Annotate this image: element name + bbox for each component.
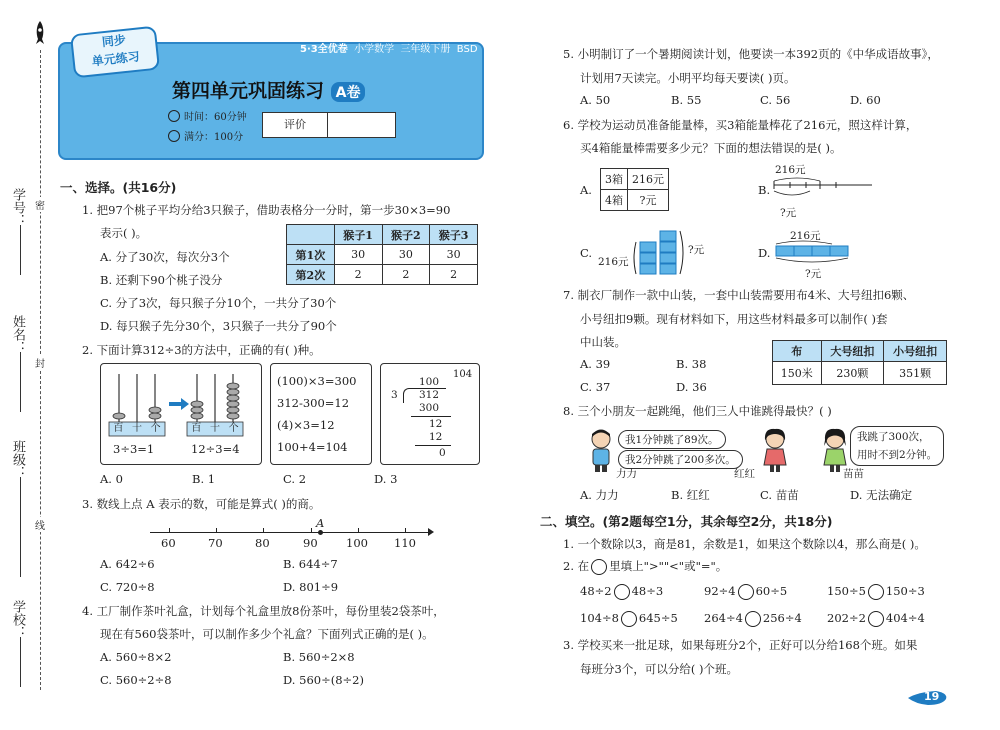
q3-text: 3. 数线上点 A 表示的数，可能是算式( )的商。 (82, 497, 321, 511)
q7-table (772, 340, 947, 385)
q6-option-c[interactable]: C. (580, 246, 593, 260)
table-row: 猴子1 猴子2 猴子3 (287, 225, 478, 245)
s2-q2: 2. 在 里填上">""<"或"="。 (563, 559, 728, 573)
series-label: 5·3全优卷 小学数学 三年级下册 BSD (300, 44, 478, 55)
q6-option-a[interactable]: A. (580, 183, 592, 197)
q8-option-a[interactable]: A. 力力 (580, 488, 619, 502)
q6-table-a (600, 168, 669, 211)
badge-line1: 同步 (101, 32, 127, 50)
q4-option-b[interactable]: B. 560÷2×8 (283, 650, 355, 664)
tick (311, 528, 312, 533)
q8-option-d[interactable]: D. 无法确定 (850, 488, 913, 502)
page-number-badge (908, 689, 948, 707)
tick (216, 528, 217, 533)
table-row: 布 大号纽扣 小号纽扣 (773, 341, 947, 362)
q5-option-d[interactable]: D. 60 (850, 93, 881, 107)
check-icon (168, 130, 180, 142)
compare-item[interactable]: 150÷5 150÷3 (827, 584, 925, 598)
time-limit: 时间：60分钟 (184, 112, 247, 123)
q4-option-a[interactable]: A. 560÷8×2 (100, 650, 172, 664)
q1-line2: 表示( )。 (100, 226, 148, 240)
q3-option-c[interactable]: C. 720÷8 (100, 580, 155, 594)
div-result: 104 (453, 369, 473, 380)
compare-item[interactable]: 202÷2 404÷4 (827, 611, 925, 625)
clock-icon (168, 110, 180, 122)
margin-class-line (20, 477, 21, 577)
q2-abacus-box (100, 363, 262, 465)
div-line3: 12 (429, 418, 443, 430)
badge-line2: 单元练习 (91, 49, 141, 69)
q1-table (286, 224, 478, 285)
compare-item[interactable]: 92÷4 60÷5 (704, 584, 788, 598)
margin-sealed-mark: 封 (35, 355, 45, 370)
margin-class: 班级： (10, 440, 25, 479)
margin-seal-mark: 密 (35, 197, 45, 212)
q4-line2: 现在有560袋茶叶，可以制作多少个礼盒？下面列式正确的是( )。 (100, 627, 434, 641)
step-line: 312-300=12 (277, 396, 350, 410)
q7-option-a[interactable]: A. 39 (580, 357, 611, 371)
tick-label: 110 (394, 536, 416, 550)
compare-item[interactable]: 104÷8 645÷5 (580, 611, 678, 625)
tick (358, 528, 359, 533)
q6-d-diagram (772, 238, 862, 268)
div-dividend: 312 (419, 389, 440, 401)
q6-option-d[interactable]: D. (758, 246, 771, 260)
table-row: 第1次 30 30 30 (287, 245, 478, 265)
rocket-icon (33, 20, 47, 46)
q6-c-left: 216元 (598, 256, 629, 268)
eval-box (262, 112, 396, 138)
full-score: 满分：100分 (184, 132, 244, 143)
q6-line2: 买4箱能量棒需要多少元？下面的想法错误的是( )。 (580, 141, 842, 155)
q6-b-bottom: ?元 (780, 207, 797, 219)
tick (405, 528, 406, 533)
title-suffix-badge: A卷 (331, 82, 366, 102)
q2-steps-box (270, 363, 372, 465)
q6-c-diagram (632, 228, 692, 278)
step-line: (4)×3=12 (277, 418, 335, 432)
tick-label: 80 (255, 536, 270, 550)
q1-option-d[interactable]: D. 每只猴子先分30个，3只猴子一共分了90个 (100, 319, 337, 333)
tick (169, 528, 170, 533)
q6-d-bottom: ?元 (805, 268, 822, 280)
tick-label: 60 (161, 536, 176, 550)
step-line: (100)×3=300 (277, 374, 357, 388)
kid-name-honghong: 红红 (734, 468, 755, 480)
margin-student-no: 学号： (10, 188, 25, 227)
eval-field[interactable] (328, 113, 395, 137)
div-quotient: 100 (419, 376, 440, 388)
q2-option-c[interactable]: C. 2 (283, 472, 307, 486)
section2-title: 二、填空。(第2题每空1分，其余每空2分，共18分) (540, 514, 833, 529)
div-divisor: 3 (391, 389, 398, 401)
q2-text: 2. 下面计算312÷3的方法中，正确的有( )种。 (82, 343, 321, 357)
speech-bubble-2: 我2分钟跳了200多次。 (618, 450, 743, 469)
margin-school-line (20, 637, 21, 687)
compare-circle-icon (591, 559, 607, 575)
compare-item[interactable]: 48÷2 48÷3 (580, 584, 664, 598)
speech-bubble-3: 我跳了300次， 用时不到2分钟。 (850, 426, 944, 466)
q7-line3: 中山装。 (580, 335, 626, 349)
kid-name-lili: 力力 (616, 468, 637, 480)
margin-cut-line (40, 50, 41, 690)
abacus2-labels: 百 十 个 (191, 423, 239, 434)
q7-line1: 7. 制衣厂制作一款中山装，一套中山装需要用布4米、大号纽扣6颗、 (563, 288, 915, 302)
q5-line1: 5. 小明制订了一个暑期阅读计划，他要读一本392页的《中华成语故事》， (563, 47, 939, 61)
margin-name: 姓名： (10, 315, 25, 354)
abacus-eq2: 12÷3=4 (191, 442, 240, 456)
q6-line1: 6. 学校为运动员准备能量棒，买3箱能量棒花了216元，照这样计算， (563, 118, 918, 132)
div-rule (415, 445, 451, 446)
table-row: 第2次 2 2 2 (287, 265, 478, 285)
s2-q3-line1: 3. 学校买来一批足球，如果每班分2个，正好可以分给168个班。如果 (563, 638, 918, 652)
q5-line2: 计划用7天读完。小明平均每天要读( )页。 (580, 71, 796, 85)
margin-school: 学校： (10, 600, 25, 639)
q7-option-b[interactable]: B. 38 (676, 357, 707, 371)
q8-option-b[interactable]: B. 红红 (671, 488, 710, 502)
div-rule (411, 416, 451, 417)
tick-label: 90 (303, 536, 318, 550)
q1-option-a[interactable]: A. 分了30次，每次分3个 (100, 250, 230, 264)
q2-option-a[interactable]: A. 0 (100, 472, 123, 486)
q3-option-b[interactable]: B. 644÷7 (283, 557, 338, 571)
q6-d-top: 216元 (790, 230, 821, 242)
kid-name-miaomiao: 苗苗 (843, 468, 864, 480)
q1-option-b[interactable]: B. 还剩下90个桃子没分 (100, 273, 223, 287)
kid-lili-avatar (586, 428, 616, 472)
tick (263, 528, 264, 533)
div-line2: 300 (419, 402, 440, 414)
abacus-eq1: 3÷3=1 (113, 442, 155, 456)
arrow-right-icon (169, 398, 189, 410)
q1-option-c[interactable]: C. 分了3次，每只猴子分10个，一共分了30个 (100, 296, 337, 310)
q5-option-b[interactable]: B. 55 (671, 93, 702, 107)
point-a-label: A (316, 516, 325, 530)
kid-honghong-avatar (760, 428, 790, 472)
q2-division-box (380, 363, 480, 465)
number-line-arrow (428, 528, 434, 536)
margin-name-line (20, 352, 21, 412)
abacus1-labels: 百 十 个 (113, 423, 161, 434)
q4-option-d[interactable]: D. 560÷(8÷2) (283, 673, 364, 687)
section1-title: 一、选择。(共16分) (60, 180, 177, 195)
table-row: 4箱 ?元 (601, 190, 669, 211)
page-number: 19 (924, 690, 940, 703)
q6-b-top: 216元 (775, 164, 806, 176)
tick-label: 70 (208, 536, 223, 550)
q5-option-c[interactable]: C. 56 (760, 93, 791, 107)
eval-label: 评价 (263, 113, 328, 137)
q3-option-a[interactable]: A. 642÷6 (100, 557, 155, 571)
q2-option-d[interactable]: D. 3 (374, 472, 398, 486)
unit-badge (70, 26, 160, 79)
margin-line-mark: 线 (35, 517, 45, 532)
q5-option-a[interactable]: A. 50 (580, 93, 611, 107)
table-row: 3箱 216元 (601, 169, 669, 190)
q4-line1: 4. 工厂制作茶叶礼盒，计划每个礼盒里放8份茶叶，每份里装2袋茶叶， (82, 604, 445, 618)
number-line (150, 532, 430, 533)
q7-option-d[interactable]: D. 36 (676, 380, 707, 394)
q8-option-c[interactable]: C. 苗苗 (760, 488, 799, 502)
q6-option-b[interactable]: B. (758, 183, 771, 197)
q6-c-right: ?元 (688, 244, 705, 256)
q3-option-d[interactable]: D. 801÷9 (283, 580, 339, 594)
point-a-dot (318, 530, 323, 535)
step-line: 100+4=104 (277, 440, 348, 454)
q7-option-c[interactable]: C. 37 (580, 380, 611, 394)
div-line5: 0 (439, 447, 446, 459)
margin-student-no-line (20, 225, 21, 275)
speech-bubble-1: 我1分钟跳了89次。 (618, 430, 726, 449)
s2-q1: 1. 一个数除以3，商是81，余数是1，如果这个数除以4，那么商是( )。 (563, 537, 926, 551)
q1-line1: 1. 把97个桃子平均分给3只猴子，借助表格分一分时，第一步30×3=90 (82, 203, 451, 217)
tick-label: 100 (346, 536, 368, 550)
q2-option-b[interactable]: B. 1 (192, 472, 216, 486)
page-title: 第四单元巩固练习 A卷 (172, 76, 365, 103)
q4-option-c[interactable]: C. 560÷2÷8 (100, 673, 172, 687)
q7-line2: 小号纽扣9颗。现有材料如下，用这些材料最多可以制作( )套 (580, 312, 888, 326)
q8-text: 8. 三个小朋友一起跳绳，他们三人中谁跳得最快？( ) (563, 404, 832, 418)
table-row: 150米 230颗 351颗 (773, 362, 947, 385)
s2-q3-line2: 每班分3个，可以分给( )个班。 (580, 662, 738, 676)
compare-item[interactable]: 264÷4 256÷4 (704, 611, 802, 625)
q6-b-diagram (772, 175, 882, 205)
div-line4: 12 (429, 431, 443, 443)
